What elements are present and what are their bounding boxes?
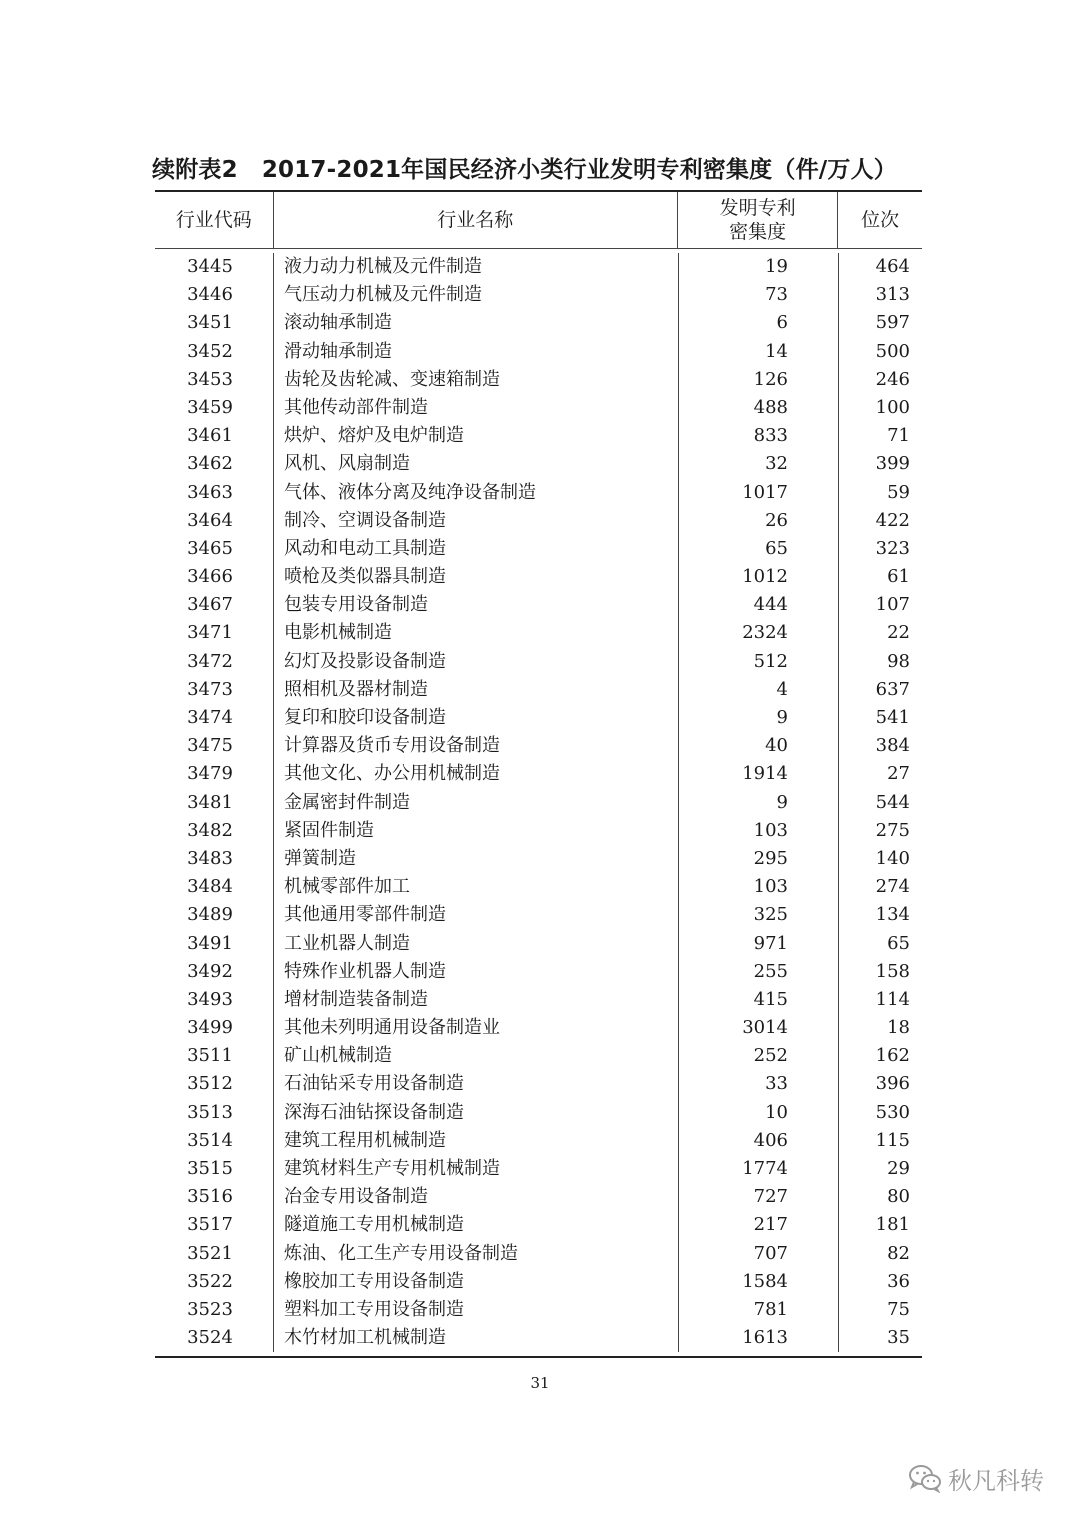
row-name: 其他传动部件制造: [273, 394, 678, 422]
row-name: 计算器及货币专用设备制造: [273, 732, 678, 760]
table-row: [155, 422, 922, 450]
row-code: 3461: [187, 425, 233, 447]
table-row: [155, 986, 922, 1014]
row-density: 295: [678, 845, 838, 873]
row-density: 1774: [678, 1155, 838, 1183]
row-density: 781: [678, 1296, 838, 1324]
row-name: 烘炉、熔炉及电炉制造: [273, 422, 678, 450]
row-name: 气体、液体分离及纯净设备制造: [273, 479, 678, 507]
row-rank: 29: [838, 1155, 922, 1183]
row-rank: 158: [838, 958, 922, 986]
row-rank: 114: [838, 986, 922, 1014]
row-rank: 541: [838, 704, 922, 732]
row-code: 3475: [187, 735, 233, 757]
page-number: 31: [530, 1374, 550, 1392]
row-code: 3517: [187, 1214, 233, 1236]
row-density: 1584: [678, 1268, 838, 1296]
row-code: 3463: [187, 481, 233, 503]
row-density: 1613: [678, 1324, 838, 1352]
table-title-text: 2017-2021年国民经济小类行业发明专利密集度（件/万人）: [261, 157, 897, 183]
table-row: [155, 591, 922, 619]
row-code: 3451: [187, 312, 233, 334]
row-code: 3471: [187, 622, 233, 644]
row-name: 深海石油钻探设备制造: [273, 1099, 678, 1127]
row-rank: 71: [838, 422, 922, 450]
table-row: [155, 1296, 922, 1324]
wechat-icon: [908, 1463, 942, 1493]
row-rank: 22: [838, 619, 922, 647]
row-code: 3459: [187, 396, 233, 418]
row-name: 气压动力机械及元件制造: [273, 281, 678, 309]
row-density: 415: [678, 986, 838, 1014]
row-code: 3462: [187, 453, 233, 475]
table-title-label: 续附表2: [152, 157, 238, 183]
row-density: 33: [678, 1070, 838, 1098]
table-row: [155, 1099, 922, 1127]
row-density: 833: [678, 422, 838, 450]
row-rank: 422: [838, 507, 922, 535]
row-rank: 597: [838, 309, 922, 337]
row-name: 喷枪及类似器具制造: [273, 563, 678, 591]
row-code: 3515: [187, 1158, 233, 1179]
row-code: 3522: [187, 1270, 233, 1292]
table-row: [155, 1070, 922, 1098]
row-code: 3482: [187, 819, 233, 841]
table-row: [155, 535, 922, 563]
row-code: 3499: [187, 1017, 233, 1039]
row-rank: 181: [838, 1211, 922, 1239]
row-name: 紧固件制造: [273, 817, 678, 845]
row-rank: 274: [838, 873, 922, 901]
row-name: 照相机及器材制造: [273, 676, 678, 704]
row-density: 406: [678, 1127, 838, 1155]
row-code: 3464: [187, 509, 233, 531]
row-code: 3484: [187, 876, 233, 898]
row-rank: 107: [838, 591, 922, 619]
row-name: 工业机器人制造: [273, 930, 678, 958]
row-name: 增材制造装备制造: [273, 986, 678, 1014]
row-density: 1012: [678, 563, 838, 591]
table-row: [155, 619, 922, 647]
row-rank: 134: [838, 901, 922, 929]
row-code: 3453: [187, 368, 233, 390]
table-row: [155, 817, 922, 845]
header-density-line1: 发明专利: [719, 197, 796, 219]
table-row: [155, 1240, 922, 1268]
row-code: 3492: [187, 960, 233, 982]
row-name: 机械零部件加工: [273, 873, 678, 901]
row-name: 液力动力机械及元件制造: [273, 253, 678, 281]
row-rank: 61: [838, 563, 922, 591]
row-name: 建筑工程用机械制造: [273, 1127, 678, 1155]
row-rank: 313: [838, 281, 922, 309]
table-header: [155, 192, 922, 249]
table-row: [155, 704, 922, 732]
table-row: [155, 732, 922, 760]
row-rank: 36: [838, 1268, 922, 1296]
table-row: [155, 563, 922, 591]
row-density: 73: [678, 281, 838, 309]
row-name: 塑料加工专用设备制造: [273, 1296, 678, 1324]
table-row: [155, 338, 922, 366]
row-density: 252: [678, 1042, 838, 1070]
table-row: [155, 1183, 922, 1211]
row-name: 风动和电动工具制造: [273, 535, 678, 563]
row-code: 3489: [187, 904, 233, 926]
table-row: [155, 930, 922, 958]
row-code: 3491: [187, 932, 233, 954]
row-density: 217: [678, 1211, 838, 1239]
row-density: 103: [678, 817, 838, 845]
row-rank: 100: [838, 394, 922, 422]
table-row: [155, 507, 922, 535]
row-density: 3014: [678, 1014, 838, 1042]
row-name: 复印和胶印设备制造: [273, 704, 678, 732]
row-density: 1017: [678, 479, 838, 507]
row-density: 14: [678, 338, 838, 366]
row-rank: 18: [838, 1014, 922, 1042]
row-name: 幻灯及投影设备制造: [273, 648, 678, 676]
row-density: 65: [678, 535, 838, 563]
row-name: 其他未列明通用设备制造业: [273, 1014, 678, 1042]
row-rank: 115: [838, 1127, 922, 1155]
row-rank: 27: [838, 760, 922, 788]
row-code: 3514: [187, 1129, 233, 1151]
row-code: 3524: [187, 1327, 233, 1349]
row-rank: 98: [838, 648, 922, 676]
row-name: 特殊作业机器人制造: [273, 958, 678, 986]
table-body: [155, 253, 922, 1352]
row-code: 3523: [187, 1298, 233, 1320]
row-name: 齿轮及齿轮减、变速箱制造: [273, 366, 678, 394]
row-name: 制冷、空调设备制造: [273, 507, 678, 535]
row-name: 滑动轴承制造: [273, 338, 678, 366]
row-name: 冶金专用设备制造: [273, 1183, 678, 1211]
row-name: 木竹材加工机械制造: [273, 1324, 678, 1352]
row-density: 103: [678, 873, 838, 901]
row-rank: 637: [838, 676, 922, 704]
row-rank: 464: [838, 253, 922, 281]
row-name: 建筑材料生产专用机械制造: [273, 1155, 678, 1183]
row-code: 3465: [187, 537, 233, 559]
row-code: 3493: [187, 988, 233, 1010]
row-name: 其他文化、办公用机械制造: [273, 760, 678, 788]
table-title: [152, 152, 922, 188]
header-code: 行业代码: [175, 209, 252, 231]
row-rank: 275: [838, 817, 922, 845]
row-density: 444: [678, 591, 838, 619]
row-name: 橡胶加工专用设备制造: [273, 1268, 678, 1296]
row-rank: 65: [838, 930, 922, 958]
row-density: 9: [678, 704, 838, 732]
header-rank: 位次: [837, 192, 922, 248]
row-name: 电影机械制造: [273, 619, 678, 647]
row-code: 3446: [187, 284, 233, 306]
header-density-line2: 密集度: [729, 221, 787, 243]
row-density: 325: [678, 901, 838, 929]
row-name: 金属密封件制造: [273, 789, 678, 817]
row-rank: 384: [838, 732, 922, 760]
row-density: 1914: [678, 760, 838, 788]
table-row: [155, 281, 922, 309]
row-rank: 323: [838, 535, 922, 563]
row-density: 4: [678, 676, 838, 704]
table-row: [155, 648, 922, 676]
row-rank: 82: [838, 1240, 922, 1268]
header-density: [677, 192, 837, 248]
row-density: 6: [678, 309, 838, 337]
table-row: [155, 958, 922, 986]
table-row: [155, 1211, 922, 1239]
table-row: [155, 1268, 922, 1296]
row-rank: 396: [838, 1070, 922, 1098]
table-row: [155, 1324, 922, 1352]
row-code: 3521: [187, 1242, 233, 1264]
row-code: 3452: [187, 340, 233, 362]
row-density: 26: [678, 507, 838, 535]
row-name: 炼油、化工生产专用设备制造: [273, 1240, 678, 1268]
table-row: [155, 366, 922, 394]
row-density: 10: [678, 1099, 838, 1127]
row-code: 3474: [187, 707, 233, 728]
table-row: [155, 479, 922, 507]
table-row: [155, 789, 922, 817]
row-code: 3513: [187, 1101, 233, 1123]
row-code: 3511: [187, 1045, 233, 1067]
row-name: 弹簧制造: [273, 845, 678, 873]
table-row: [155, 676, 922, 704]
row-density: 9: [678, 789, 838, 817]
row-density: 727: [678, 1183, 838, 1211]
table-row: [155, 901, 922, 929]
row-code: 3467: [187, 594, 233, 616]
row-name: 石油钻采专用设备制造: [273, 1070, 678, 1098]
row-code: 3473: [187, 678, 233, 700]
table-row: [155, 1014, 922, 1042]
table-row: [155, 1127, 922, 1155]
row-code: 3512: [187, 1073, 233, 1095]
row-code: 3481: [187, 791, 233, 813]
row-density: 707: [678, 1240, 838, 1268]
row-code: 3479: [187, 763, 233, 785]
row-rank: 544: [838, 789, 922, 817]
density-table: [155, 190, 922, 1358]
row-name: 风机、风扇制造: [273, 450, 678, 478]
row-name: 其他通用零部件制造: [273, 901, 678, 929]
row-density: 19: [678, 253, 838, 281]
row-rank: 59: [838, 479, 922, 507]
row-density: 488: [678, 394, 838, 422]
row-rank: 75: [838, 1296, 922, 1324]
row-code: 3445: [187, 256, 233, 277]
row-density: 971: [678, 930, 838, 958]
row-density: 255: [678, 958, 838, 986]
row-density: 40: [678, 732, 838, 760]
watermark: [908, 1458, 1044, 1498]
row-rank: 162: [838, 1042, 922, 1070]
row-rank: 140: [838, 845, 922, 873]
table-row: [155, 394, 922, 422]
row-density: 126: [678, 366, 838, 394]
table-row: [155, 309, 922, 337]
row-code: 3483: [187, 847, 233, 869]
table-row: [155, 845, 922, 873]
row-name: 隧道施工专用机械制造: [273, 1211, 678, 1239]
row-name: 包装专用设备制造: [273, 591, 678, 619]
table-row: [155, 1155, 922, 1183]
row-name: 滚动轴承制造: [273, 309, 678, 337]
watermark-text: 秋凡科转: [948, 1466, 1044, 1495]
table-row: [155, 760, 922, 788]
row-code: 3466: [187, 566, 233, 588]
row-density: 32: [678, 450, 838, 478]
row-density: 2324: [678, 619, 838, 647]
row-rank: 399: [838, 450, 922, 478]
row-code: 3516: [187, 1186, 233, 1208]
header-name: 行业名称: [273, 192, 677, 248]
row-rank: 500: [838, 338, 922, 366]
row-rank: 530: [838, 1099, 922, 1127]
row-rank: 246: [838, 366, 922, 394]
row-rank: 35: [838, 1324, 922, 1352]
row-name: 矿山机械制造: [273, 1042, 678, 1070]
row-density: 512: [678, 648, 838, 676]
table-row: [155, 450, 922, 478]
row-rank: 80: [838, 1183, 922, 1211]
table-row: [155, 1042, 922, 1070]
table-row: [155, 253, 922, 281]
table-row: [155, 873, 922, 901]
row-code: 3472: [187, 650, 233, 672]
